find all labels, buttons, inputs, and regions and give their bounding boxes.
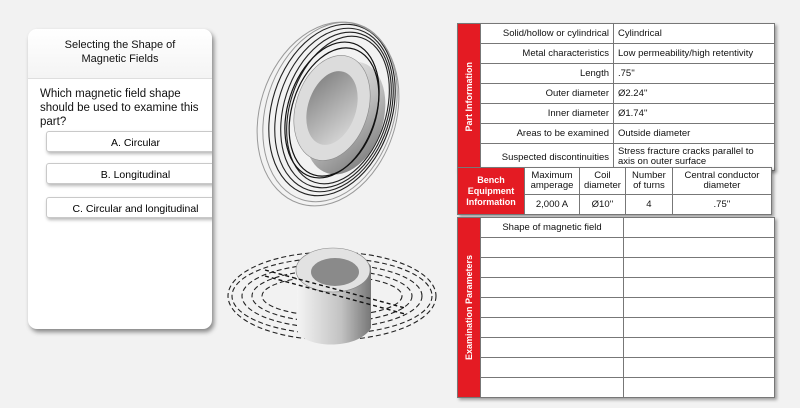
question-panel xyxy=(28,29,212,329)
bench-header-turns: Number of turns xyxy=(625,168,672,195)
param-label-cell xyxy=(481,238,624,258)
param-value-cell[interactable] xyxy=(624,338,775,358)
examination-parameters-label: Examination Parameters xyxy=(458,218,481,398)
part-row-label: Inner diameter xyxy=(481,104,614,124)
param-value-cell[interactable] xyxy=(624,238,775,258)
param-label-cell xyxy=(481,278,624,298)
bench-value-coil: Ø10'' xyxy=(580,195,626,215)
part-row-value: Outside diameter xyxy=(614,124,775,144)
part-information-label: Part Information xyxy=(458,24,481,171)
param-value-cell[interactable] xyxy=(624,358,775,378)
part-row-value: .75'' xyxy=(614,64,775,84)
bench-value-conductor: .75'' xyxy=(672,195,771,215)
shape-of-field-header: Shape of magnetic field xyxy=(481,218,624,238)
param-label-cell xyxy=(481,318,624,338)
part-row-label: Suspected discontinuities xyxy=(481,144,614,171)
answer-b-button[interactable]: B. Longitudinal xyxy=(46,163,212,184)
part-row-value: Cylindrical xyxy=(614,24,775,44)
param-label-cell xyxy=(481,358,624,378)
examination-parameters-table xyxy=(457,217,775,398)
part-row-label: Length xyxy=(481,64,614,84)
part-row-label: Solid/hollow or cylindrical xyxy=(481,24,614,44)
bench-header-amperage: Maximum amperage xyxy=(525,168,580,195)
part-row-value: Ø1.74'' xyxy=(614,104,775,124)
param-value-cell[interactable] xyxy=(624,318,775,338)
param-label-cell xyxy=(481,258,624,278)
bench-value-turns: 4 xyxy=(625,195,672,215)
shape-of-field-answer-cell[interactable] xyxy=(624,218,775,238)
part-row-value: Ø2.24'' xyxy=(614,84,775,104)
part-row-value: Stress fracture cracks parallel to axis on outer surface xyxy=(614,144,775,171)
bench-header-coil: Coil diameter xyxy=(580,168,626,195)
part-row-label: Metal characteristics xyxy=(481,44,614,64)
bench-header-conductor: Central conductor diameter xyxy=(672,168,771,195)
part-row-label: Outer diameter xyxy=(481,84,614,104)
panel-title-text: Selecting the Shape of Magnetic Fields xyxy=(64,39,176,65)
answer-c-button[interactable]: C. Circular and longitudinal xyxy=(46,197,212,218)
param-value-cell[interactable] xyxy=(624,278,775,298)
bench-equipment-table xyxy=(457,167,772,215)
bench-equipment-label: Bench Equipment Information xyxy=(458,168,525,215)
question-text: Which magnetic field shape should be used to examine this part? xyxy=(40,88,199,128)
part-row-value: Low permeability/high retentivity xyxy=(614,44,775,64)
bench-value-amperage: 2,000 A xyxy=(525,195,580,215)
param-value-cell[interactable] xyxy=(624,378,775,398)
answer-a-button[interactable]: A. Circular xyxy=(46,131,212,152)
part-row-label: Areas to be examined xyxy=(481,124,614,144)
param-value-cell[interactable] xyxy=(624,298,775,318)
question-panel-title xyxy=(28,29,212,79)
param-value-cell[interactable] xyxy=(624,258,775,278)
param-label-cell xyxy=(481,338,624,358)
param-label-cell xyxy=(481,298,624,318)
param-label-cell xyxy=(481,378,624,398)
part-information-table xyxy=(457,23,775,171)
circular-field-illustration xyxy=(225,228,440,358)
longitudinal-field-illustration xyxy=(250,10,420,210)
